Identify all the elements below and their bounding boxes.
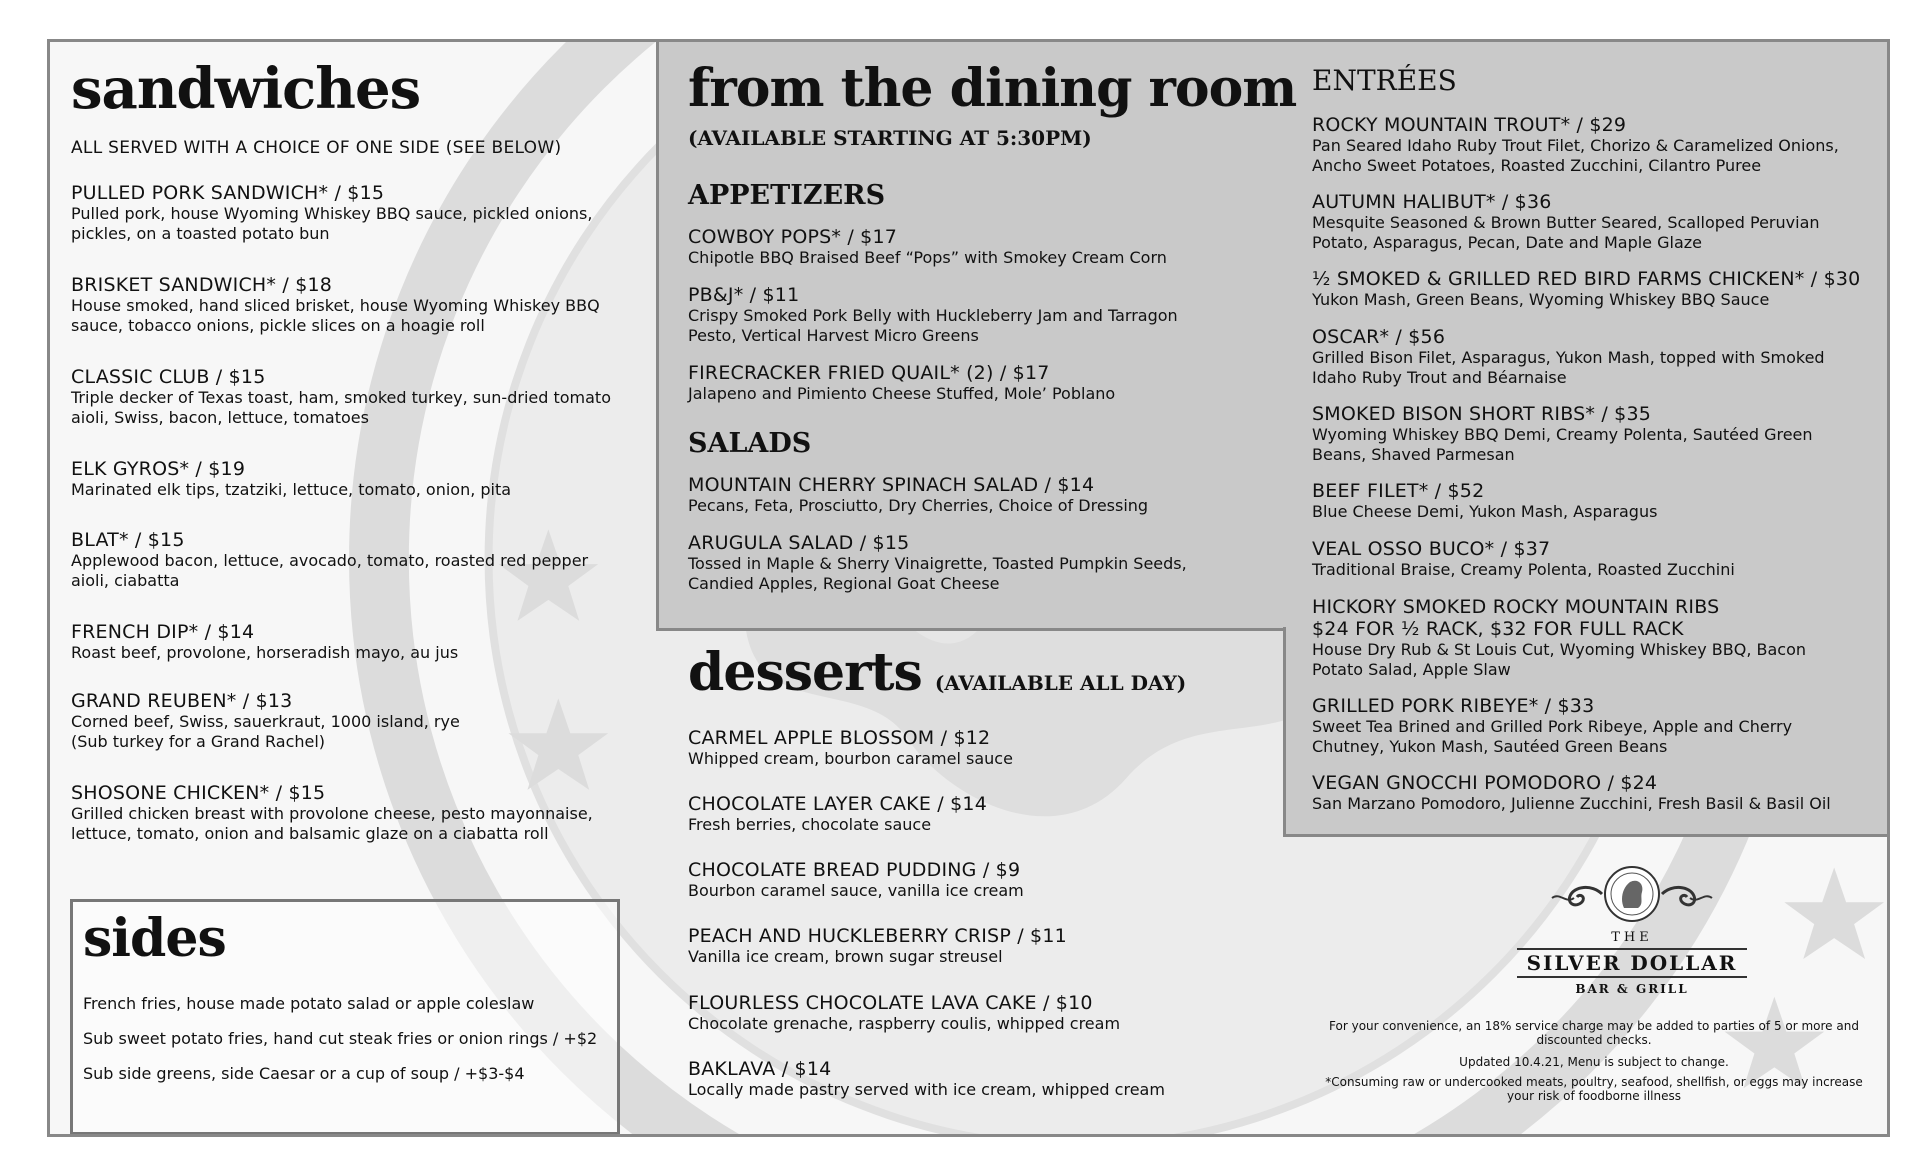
- coin-logo-icon: [1532, 864, 1732, 924]
- item-name: FRENCH DIP* / $14: [71, 621, 255, 643]
- item-name: ROCKY MOUNTAIN TROUT* / $29: [1312, 114, 1627, 136]
- item-name: MOUNTAIN CHERRY SPINACH SALAD / $14: [688, 474, 1095, 496]
- service-charge-note: [1314, 1019, 1874, 1047]
- item-name: BLAT* / $15: [71, 529, 185, 551]
- sandwich-item: [71, 782, 593, 844]
- item-name: VEAL OSSO BUCO* / $37: [1312, 538, 1551, 560]
- item-name: FIRECRACKER FRIED QUAIL* (2) / $17: [688, 362, 1050, 384]
- entree-item: [1312, 191, 1820, 253]
- item-name: SHOSONE CHICKEN* / $15: [71, 782, 326, 804]
- item-name: GRAND REUBEN* / $13: [71, 690, 293, 712]
- item-desc: Vanilla ice cream, brown sugar streusel: [688, 947, 1003, 966]
- entree-item: [1312, 480, 1657, 522]
- sandwich-item: [71, 182, 592, 244]
- item-desc: Mesquite Seasoned & Brown Butter Seared, Scalloped Peruvian: [1312, 213, 1820, 232]
- logo-name: SILVER DOLLAR: [1526, 951, 1738, 975]
- item-desc: Triple decker of Texas toast, ham, smoked turkey, sun-dried tomato: [71, 388, 611, 407]
- item-desc: Grilled chicken breast with provolone cheese, pesto mayonnaise,: [71, 804, 593, 823]
- item-name: $24 FOR ½ RACK, $32 FOR FULL RACK: [1312, 618, 1684, 640]
- appetizers-heading: APPETIZERS: [688, 180, 886, 211]
- item-desc: Potato Salad, Apple Slaw: [1312, 660, 1511, 679]
- item-name: PEACH AND HUCKLEBERRY CRISP / $11: [688, 925, 1067, 947]
- menu-page: [47, 39, 1890, 1137]
- item-desc: lettuce, tomato, onion and balsamic glaze on a ciabatta roll: [71, 824, 549, 843]
- entree-item: [1312, 326, 1825, 388]
- item-name: HICKORY SMOKED ROCKY MOUNTAIN RIBS: [1312, 596, 1720, 618]
- service-line: For your convenience, an 18% service charge may be added to parties of 5 or more and: [1329, 1019, 1859, 1033]
- item-desc: Traditional Braise, Creamy Polenta, Roasted Zucchini: [1312, 560, 1735, 579]
- item-desc: aioli, Swiss, bacon, lettuce, tomatoes: [71, 408, 369, 427]
- item-desc: sauce, tobacco onions, pickle slices on a hoagie roll: [71, 316, 485, 335]
- sandwich-item: [71, 690, 460, 752]
- item-name: VEGAN GNOCCHI POMODORO / $24: [1312, 772, 1658, 794]
- item-desc: Chocolate grenache, raspberry coulis, whipped cream: [688, 1014, 1121, 1033]
- entree-item: [1312, 538, 1735, 580]
- item-desc: Pan Seared Idaho Ruby Trout Filet, Chorizo & Caramelized Onions,: [1312, 136, 1839, 155]
- item-name: PULLED PORK SANDWICH* / $15: [71, 182, 385, 204]
- sandwich-item: [71, 366, 611, 428]
- item-name: BRISKET SANDWICH* / $18: [71, 274, 333, 296]
- item-name: ½ SMOKED & GRILLED RED BIRD FARMS CHICKEN* / $30: [1312, 268, 1861, 290]
- item-desc: Pulled pork, house Wyoming Whiskey BBQ sauce, pickled onions,: [71, 204, 593, 223]
- sandwich-item: [71, 274, 600, 336]
- sandwiches-subtitle: ALL SERVED WITH A CHOICE OF ONE SIDE (SEE BELOW): [71, 138, 562, 158]
- item-desc: Marinated elk tips, tzatziki, lettuce, tomato, onion, pita: [71, 480, 512, 499]
- appetizer-item: [688, 362, 1115, 404]
- item-name: CHOCOLATE BREAD PUDDING / $9: [688, 859, 1021, 881]
- updated-note: Updated 10.4.21, Menu is subject to change.: [1459, 1055, 1729, 1069]
- item-name: CHOCOLATE LAYER CAKE / $14: [688, 793, 987, 815]
- entree-item: [1312, 596, 1806, 680]
- item-desc: Chipotle BBQ Braised Beef “Pops” with Smokey Cream Corn: [688, 248, 1167, 267]
- item-desc: San Marzano Pomodoro, Julienne Zucchini, Fresh Basil & Basil Oil: [1312, 794, 1831, 813]
- sandwich-item: [71, 458, 511, 500]
- item-name: PB&J* / $11: [688, 284, 800, 306]
- item-desc: Fresh berries, chocolate sauce: [688, 815, 932, 834]
- item-desc: Pecans, Feta, Prosciutto, Dry Cherries, Choice of Dressing: [688, 496, 1149, 515]
- desserts-header: [688, 642, 1186, 703]
- entree-item: [1312, 403, 1813, 465]
- sides-line: Sub sweet potato fries, hand cut steak fries or onion rings / +$2: [83, 1029, 598, 1048]
- item-desc: House Dry Rub & St Louis Cut, Wyoming Whiskey BBQ, Bacon: [1312, 640, 1806, 659]
- item-name: BEEF FILET* / $52: [1312, 480, 1485, 502]
- item-desc: pickles, on a toasted potato bun: [71, 224, 330, 243]
- dining-subtitle: (AVAILABLE STARTING AT 5:30PM): [688, 126, 1092, 150]
- silver-dollar-logo: [1482, 864, 1782, 996]
- item-desc: Jalapeno and Pimiento Cheese Stuffed, Mole’ Poblano: [688, 384, 1116, 403]
- sandwich-item: [71, 529, 588, 591]
- item-name: GRILLED PORK RIBEYE* / $33: [1312, 695, 1595, 717]
- salad-item: [688, 474, 1148, 516]
- item-name: FLOURLESS CHOCOLATE LAVA CAKE / $10: [688, 992, 1093, 1014]
- consumption-warning: [1314, 1075, 1874, 1103]
- item-desc: Idaho Ruby Trout and Béarnaise: [1312, 368, 1567, 387]
- dessert-item: [688, 1058, 1165, 1100]
- dessert-item: [688, 727, 1013, 769]
- sides-box: [70, 899, 620, 1135]
- item-desc: Sweet Tea Brined and Grilled Pork Ribeye, Apple and Cherry: [1312, 717, 1793, 736]
- item-desc: House smoked, hand sliced brisket, house Wyoming Whiskey BBQ: [71, 296, 600, 315]
- dessert-item: [688, 925, 1067, 967]
- desserts-title: desserts: [688, 642, 922, 703]
- item-desc: Roast beef, provolone, horseradish mayo, au jus: [71, 643, 459, 662]
- logo-the: THE: [1611, 930, 1653, 945]
- dining-title: from the dining room: [688, 58, 1297, 119]
- item-desc: aioli, ciabatta: [71, 571, 180, 590]
- item-desc: Beans, Shaved Parmesan: [1312, 445, 1515, 464]
- item-name: SMOKED BISON SHORT RIBS* / $35: [1312, 403, 1652, 425]
- item-desc: Whipped cream, bourbon caramel sauce: [688, 749, 1013, 768]
- item-desc: Blue Cheese Demi, Yukon Mash, Asparagus: [1312, 502, 1658, 521]
- salad-item: [688, 532, 1187, 594]
- item-name: CLASSIC CLUB / $15: [71, 366, 266, 388]
- entree-item: [1312, 695, 1792, 757]
- entrees-heading: ENTRÉES: [1312, 64, 1457, 97]
- sandwiches-title: sandwiches: [71, 56, 421, 122]
- item-desc: Potato, Asparagus, Pecan, Date and Maple Glaze: [1312, 233, 1702, 252]
- service-line: discounted checks.: [1536, 1033, 1652, 1047]
- item-name: ARUGULA SALAD / $15: [688, 532, 910, 554]
- logo-sub: BAR & GRILL: [1575, 982, 1689, 996]
- item-desc: Crispy Smoked Pork Belly with Huckleberry Jam and Tarragon: [688, 306, 1178, 325]
- item-desc: Tossed in Maple & Sherry Vinaigrette, Toasted Pumpkin Seeds,: [688, 554, 1187, 573]
- item-desc: Candied Apples, Regional Goat Cheese: [688, 574, 1000, 593]
- appetizer-item: [688, 226, 1167, 268]
- item-name: ELK GYROS* / $19: [71, 458, 246, 480]
- item-desc: (Sub turkey for a Grand Rachel): [71, 732, 326, 751]
- item-desc: Applewood bacon, lettuce, avocado, tomato, roasted red pepper: [71, 551, 589, 570]
- appetizer-item: [688, 284, 1178, 346]
- dessert-item: [688, 859, 1024, 901]
- entree-item: [1312, 772, 1831, 814]
- item-name: OSCAR* / $56: [1312, 326, 1446, 348]
- entree-item: [1312, 114, 1839, 176]
- entree-item: [1312, 268, 1860, 310]
- desserts-subtitle: (AVAILABLE ALL DAY): [934, 671, 1187, 695]
- item-desc: Pesto, Vertical Harvest Micro Greens: [688, 326, 979, 345]
- item-desc: Corned beef, Swiss, sauerkraut, 1000 island, rye: [71, 712, 460, 731]
- warning-line: *Consuming raw or undercooked meats, poultry, seafood, shellfish, or eggs may increase: [1325, 1075, 1863, 1089]
- item-name: AUTUMN HALIBUT* / $36: [1312, 191, 1552, 213]
- sides-line: Sub side greens, side Caesar or a cup of soup / +$3-$4: [83, 1064, 525, 1083]
- sandwich-item: [71, 621, 458, 663]
- dessert-item: [688, 793, 987, 835]
- item-desc: Chutney, Yukon Mash, Sautéed Green Beans: [1312, 737, 1668, 756]
- item-desc: Yukon Mash, Green Beans, Wyoming Whiskey BBQ Sauce: [1312, 290, 1770, 309]
- item-desc: Locally made pastry served with ice cream, whipped cream: [688, 1080, 1165, 1099]
- dessert-item: [688, 992, 1120, 1034]
- item-desc: Ancho Sweet Potatoes, Roasted Zucchini, Cilantro Puree: [1312, 156, 1762, 175]
- item-name: BAKLAVA / $14: [688, 1058, 832, 1080]
- item-desc: Bourbon caramel sauce, vanilla ice cream: [688, 881, 1024, 900]
- sides-line: French fries, house made potato salad or apple coleslaw: [83, 994, 535, 1013]
- warning-line: your risk of foodborne illness: [1507, 1089, 1681, 1103]
- item-name: CARMEL APPLE BLOSSOM / $12: [688, 727, 991, 749]
- salads-heading: SALADS: [688, 428, 812, 459]
- item-desc: Grilled Bison Filet, Asparagus, Yukon Mash, topped with Smoked: [1312, 348, 1825, 367]
- sides-title: sides: [83, 908, 226, 969]
- item-desc: Wyoming Whiskey BBQ Demi, Creamy Polenta, Sautéed Green: [1312, 425, 1813, 444]
- item-name: COWBOY POPS* / $17: [688, 226, 898, 248]
